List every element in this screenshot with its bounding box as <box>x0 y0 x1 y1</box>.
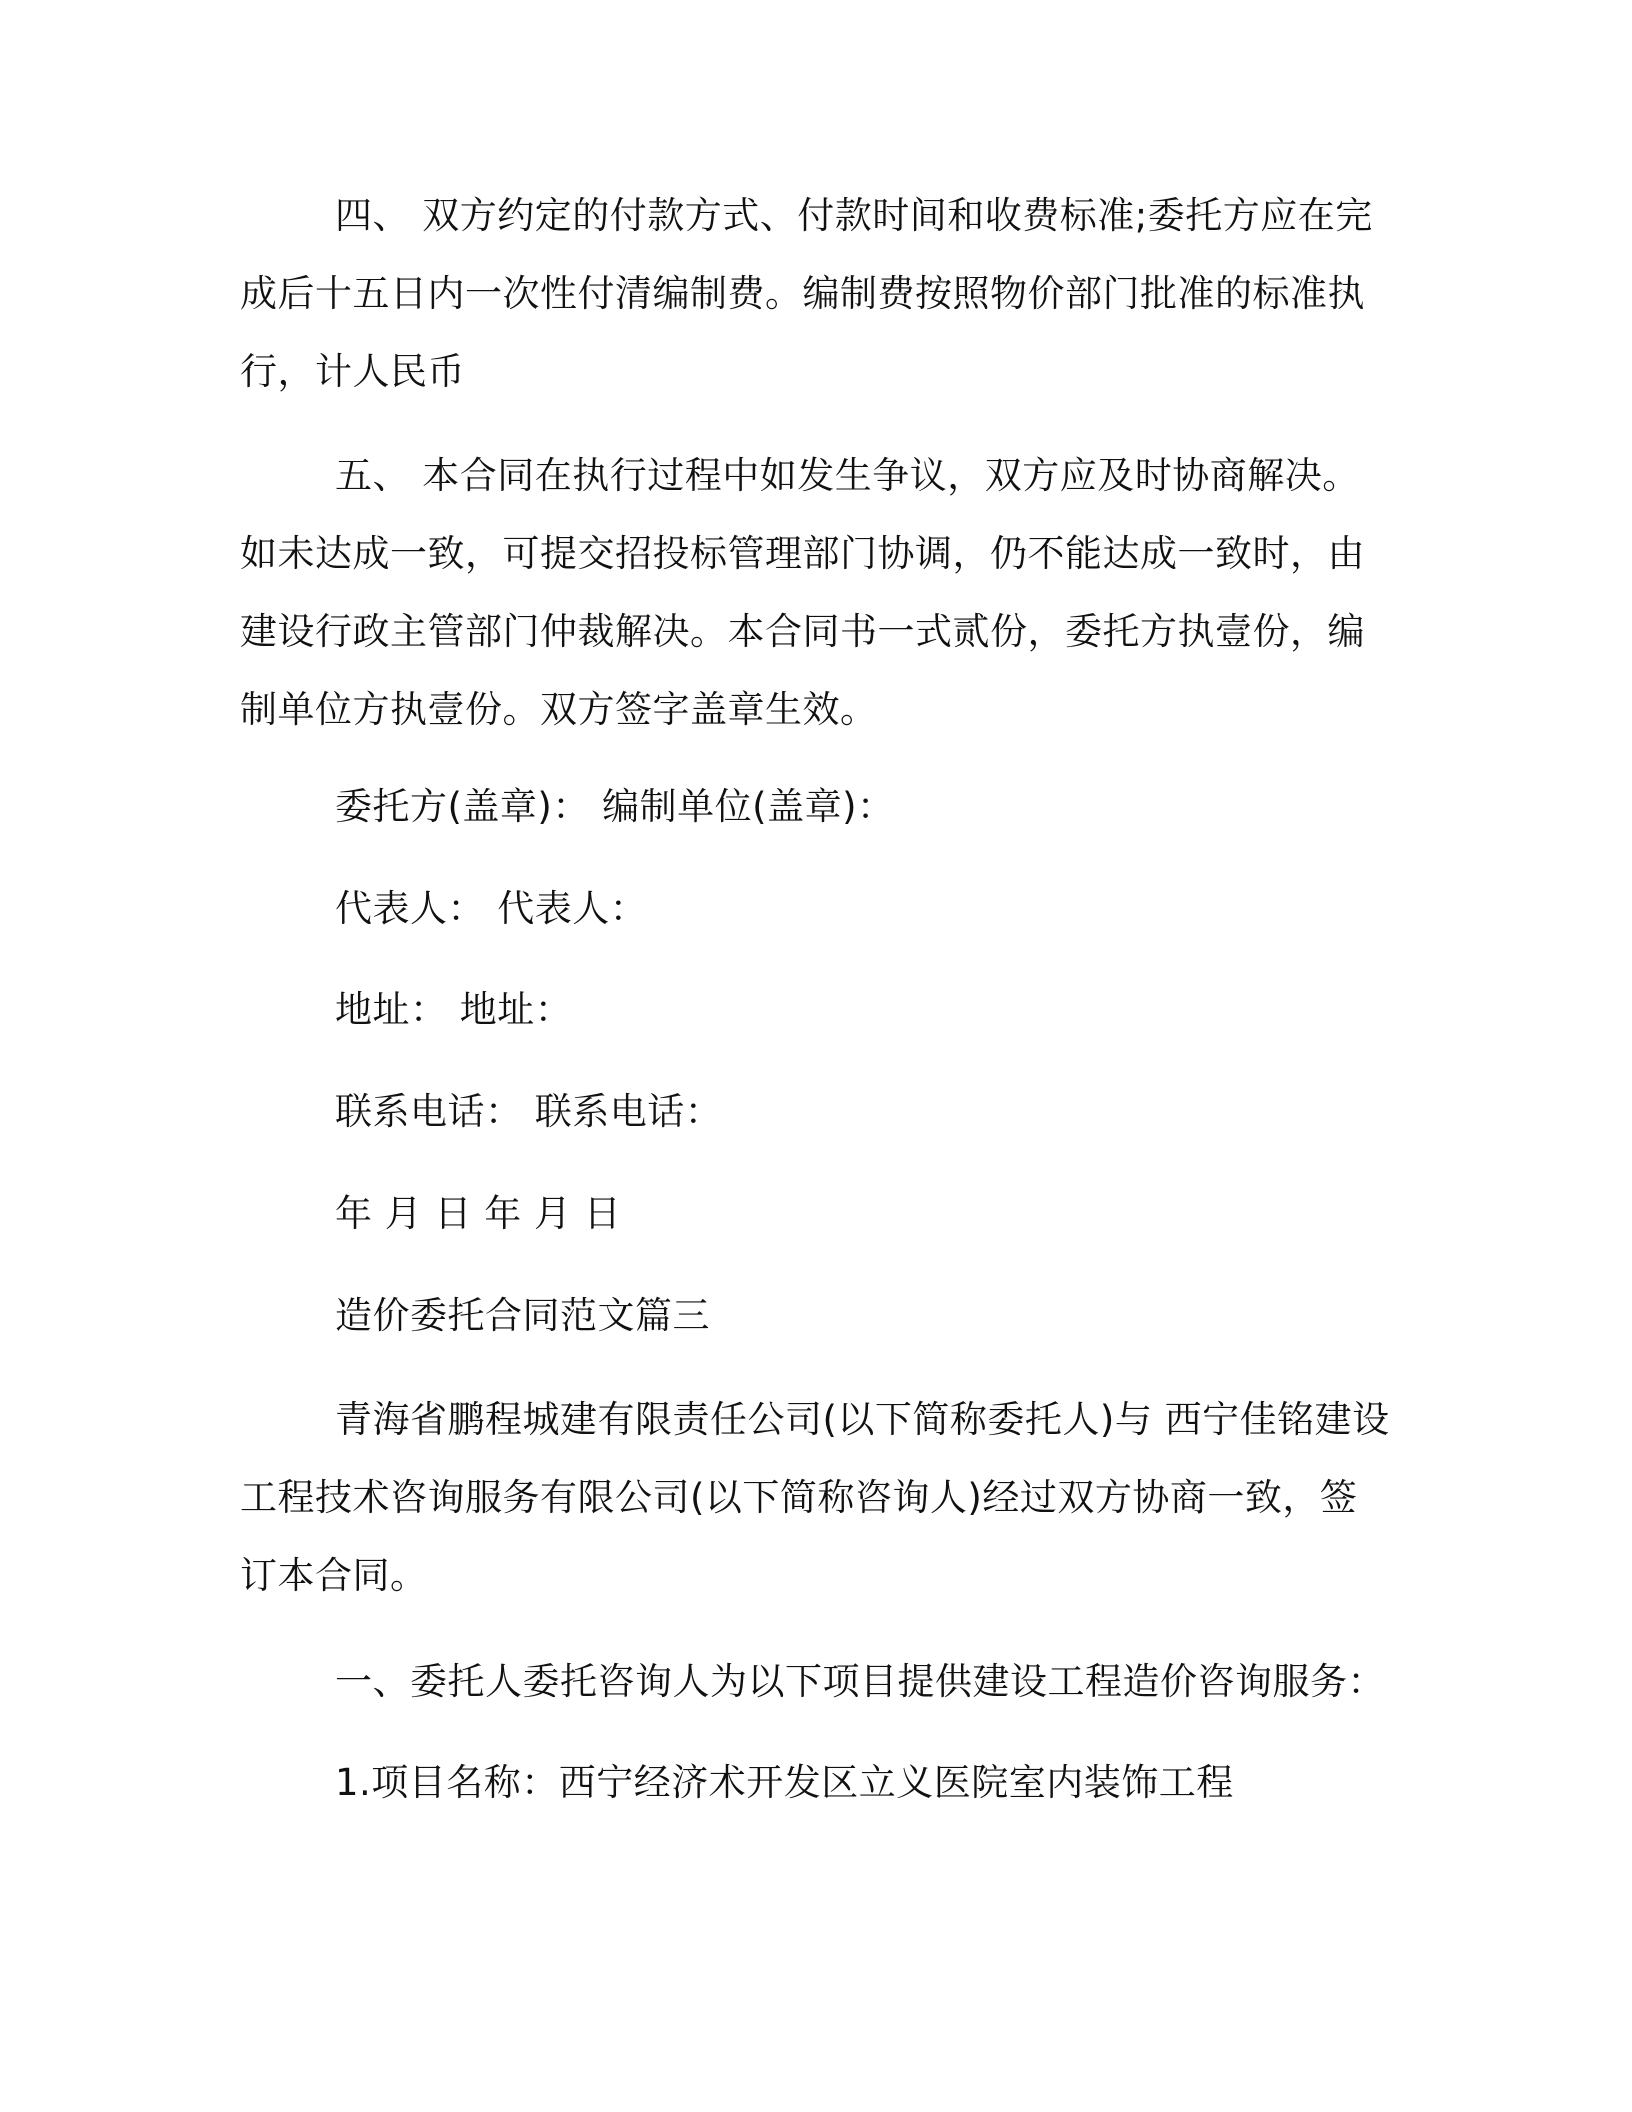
address-line: 地址： 地址： <box>335 988 573 1031</box>
date-line: 年 月 日 年 月 日 <box>335 1192 622 1235</box>
section-title: 造价委托合同范文篇三 <box>335 1294 710 1337</box>
clause-one-line: 一、委托人委托咨询人为以下项目提供建设工程造价咨询服务： <box>335 1660 1385 1703</box>
project-name-line: 1.项目名称：西宁经济术开发区立义医院室内装饰工程 <box>335 1761 1234 1804</box>
signature-parties-line: 委托方(盖章)： 编制单位(盖章)： <box>335 785 895 828</box>
phone-line: 联系电话： 联系电话： <box>335 1090 723 1133</box>
paragraph-payment-terms: 四、 双方约定的付款方式、付款时间和收费标准;委托方应在完成后十五日内一次性付清编制费。编制费按照物价部门批准的标准执行，计人民币 <box>240 194 1373 393</box>
paragraph-introduction: 青海省鹏程城建有限责任公司(以下简称委托人)与 西宁佳铭建设工程技术咨询服务有限公司(以下简称咨询人)经过双方协商一致，签订本合同。 <box>240 1398 1390 1597</box>
paragraph-dispute-resolution: 五、 本合同在执行过程中如发生争议，双方应及时协商解决。如未达成一致，可提交招投标管理部门协调，仍不能达成一致时，由建设行政主管部门仲裁解决。本合同书一式贰份，委托方执壹份，编制单位方执壹份。双方签字盖章生效。 <box>240 454 1365 731</box>
representative-line: 代表人： 代表人： <box>335 887 648 930</box>
